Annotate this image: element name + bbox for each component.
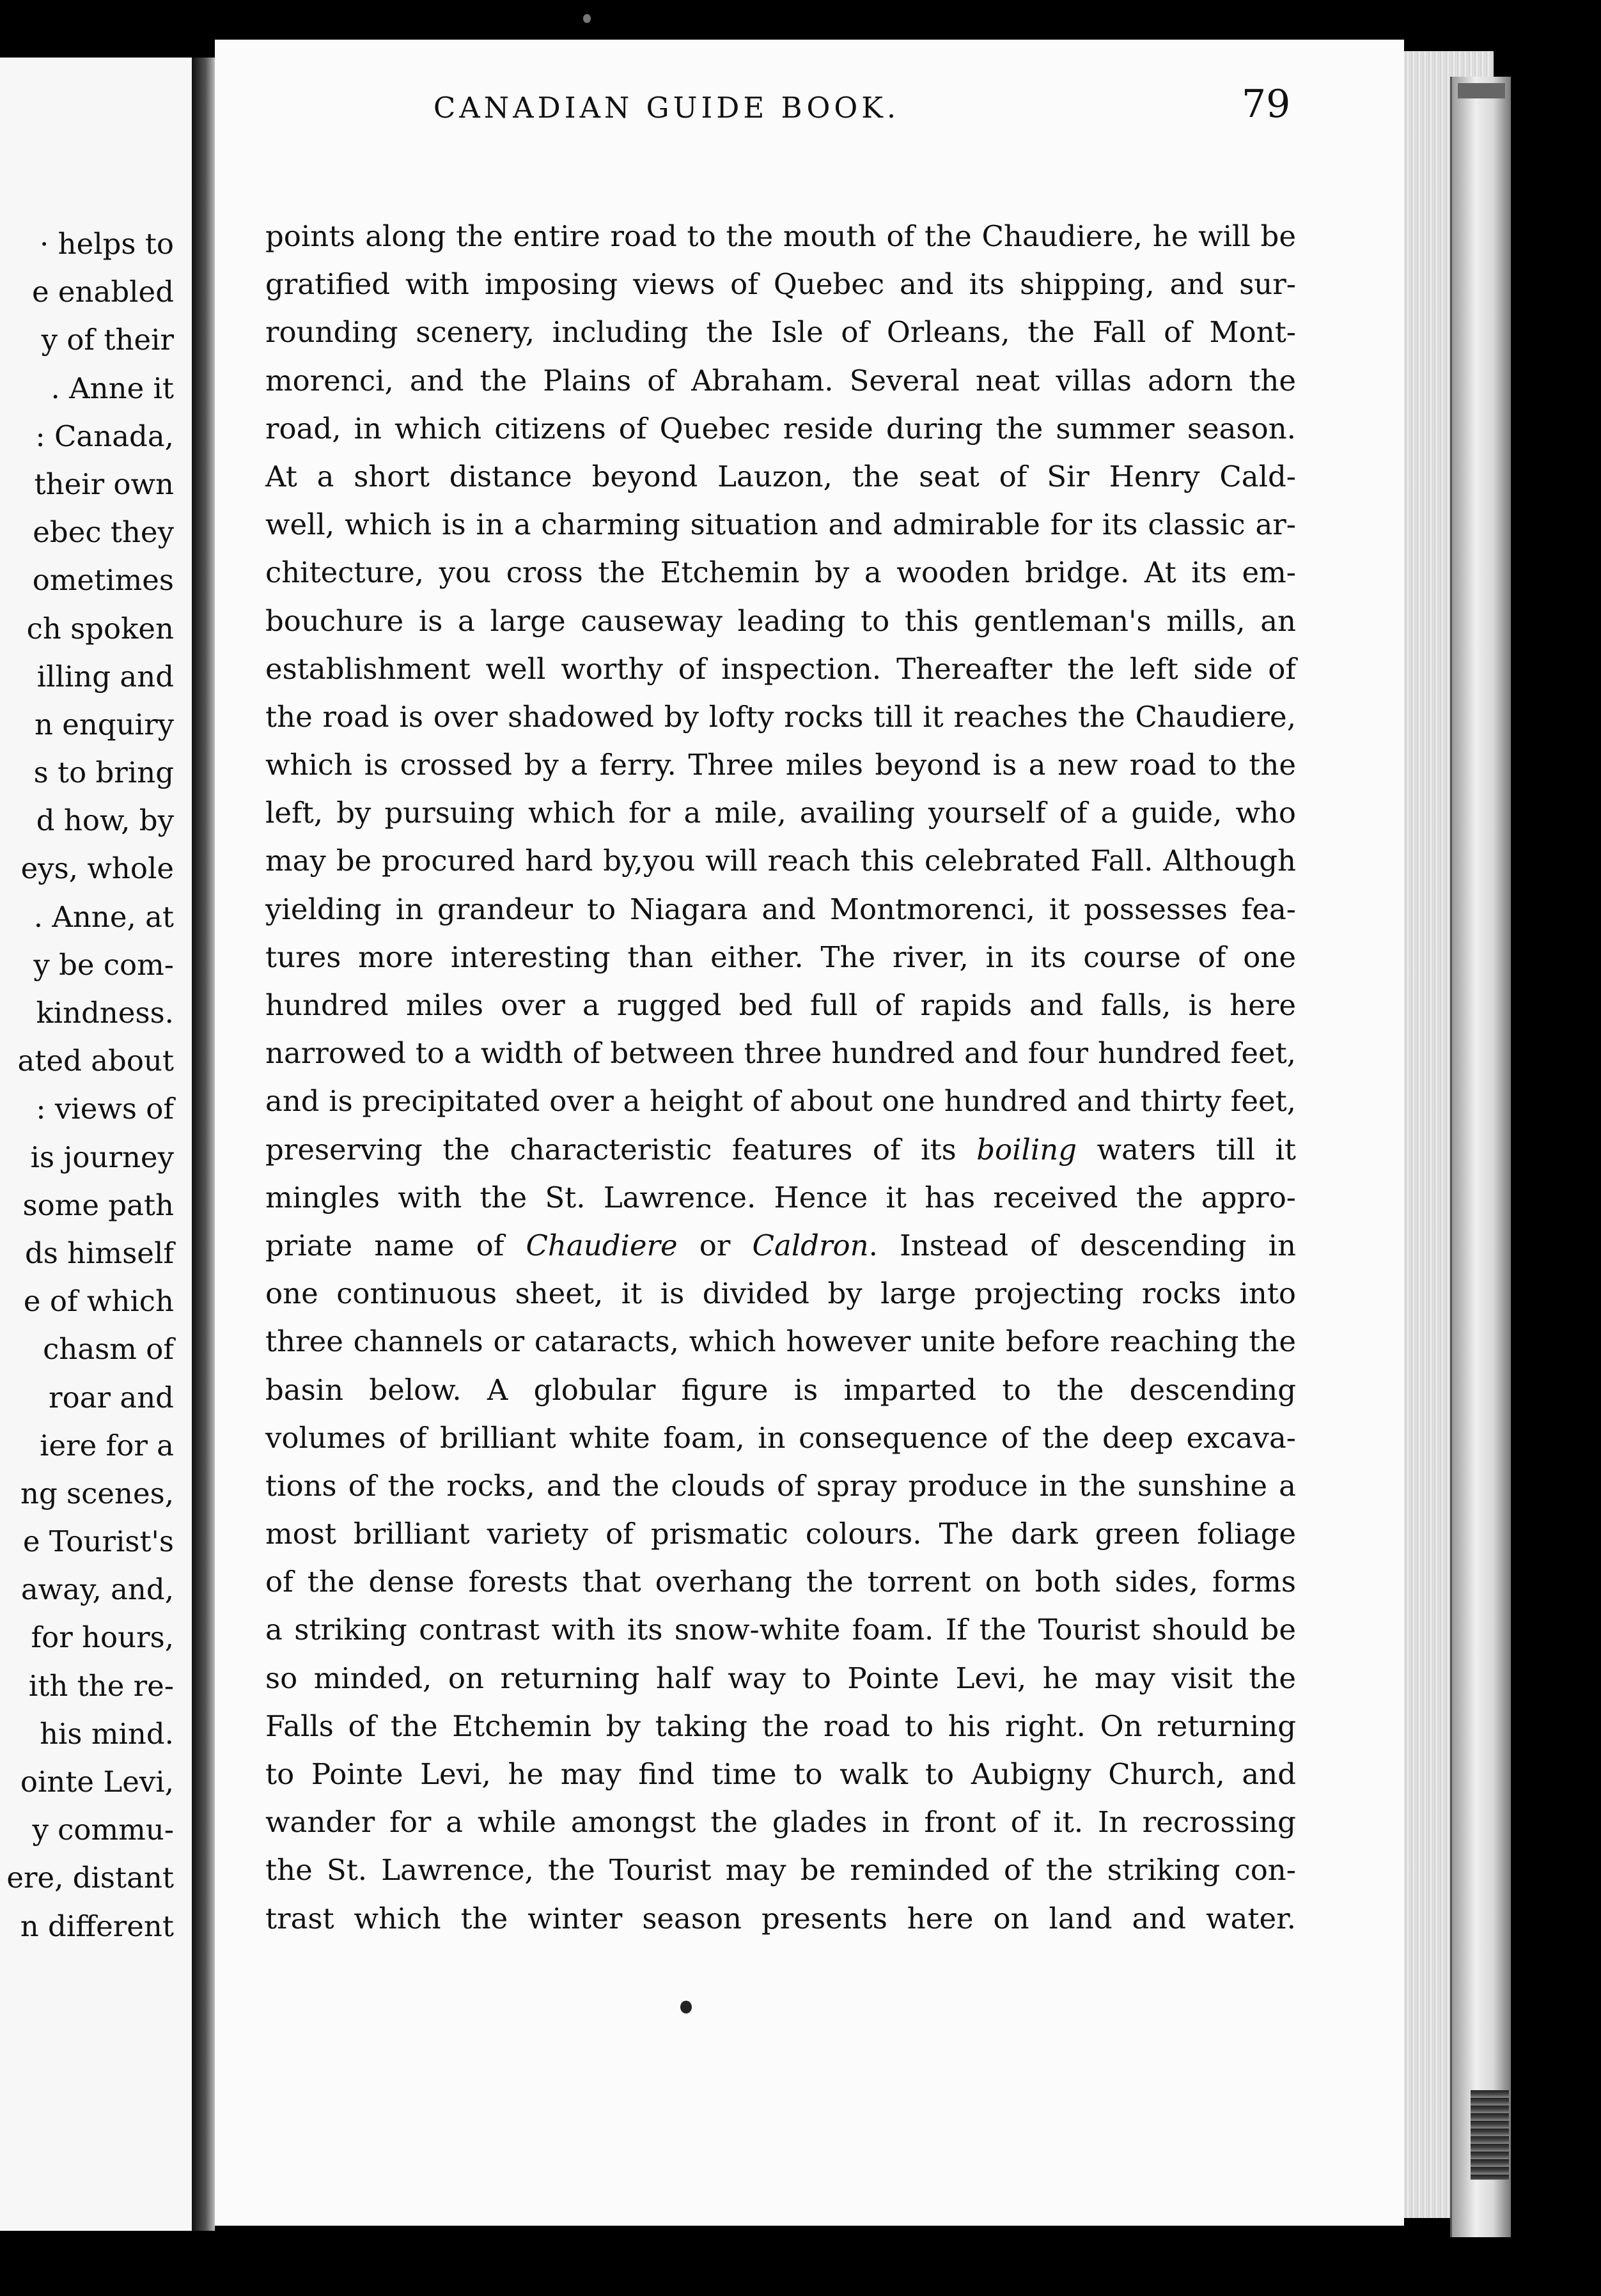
body-line: morenci, and the Plains of Abraham. Several neat villas adorn the <box>265 363 1296 398</box>
binding-clip-bottom <box>1471 2090 1509 2180</box>
body-line: well, which is in a charming situation and admirable for its classic ar- <box>265 508 1296 542</box>
facing-page-line: y commu- <box>32 1813 174 1847</box>
facing-page-line: ebec they <box>33 515 174 550</box>
body-line: tures more interesting than either. The river, in its course of one <box>265 940 1296 974</box>
body-line: the St. Lawrence, the Tourist may be reminded of the striking con- <box>265 1853 1296 1888</box>
facing-page-line: e enabled <box>31 275 174 309</box>
facing-page-line: for hours, <box>31 1620 174 1655</box>
body-line: priate name of Chaudiere or Caldron. Instead of descending in <box>265 1228 1296 1262</box>
body-line: and is precipitated over a height of about one hundred and thirty feet, <box>265 1084 1296 1119</box>
body-line: yielding in grandeur to Niagara and Montmorenci, it possesses fea- <box>265 892 1296 926</box>
facing-page-line: y be com- <box>33 947 174 982</box>
facing-page-line: eys, whole <box>20 851 174 886</box>
body-line: establishment well worthy of inspection. Thereafter the left side of <box>265 651 1296 686</box>
dust-speck <box>583 14 591 23</box>
body-line: hundred miles over a rugged bed full of rapids and falls, is here <box>265 988 1296 1022</box>
facing-page-line: ds himself <box>24 1236 174 1270</box>
body-line: rounding scenery, including the Isle of Orleans, the Fall of Mont- <box>265 315 1296 350</box>
facing-page-line: their own <box>34 467 174 501</box>
book-cover-edge <box>1450 77 1511 2237</box>
facing-page-line: n different <box>20 1909 174 1943</box>
body-line: of the dense forests that overhang the torrent on both sides, forms <box>265 1565 1296 1599</box>
facing-page-line: e of which <box>23 1284 174 1319</box>
body-text <box>265 212 1296 1943</box>
running-head: CANADIAN GUIDE BOOK. <box>433 91 900 125</box>
body-line: gratified with imposing views of Quebec and its shipping, and sur- <box>265 267 1296 302</box>
facing-page-line: roar and <box>49 1380 174 1415</box>
facing-page-line: his mind. <box>40 1716 174 1751</box>
facing-page-line: some path <box>22 1188 174 1222</box>
facing-page-line: ointe Levi, <box>20 1765 174 1799</box>
facing-page-left <box>0 58 196 2231</box>
body-line: trast which the winter season presents here on land and water. <box>265 1901 1296 1935</box>
facing-page-line: : views of <box>36 1092 174 1126</box>
facing-page-text <box>6 220 174 1950</box>
facing-page-line: n enquiry <box>34 707 174 741</box>
facing-page-line: · helps to <box>40 227 174 261</box>
facing-page-line: d how, by <box>36 803 174 838</box>
body-line: three channels or cataracts, which however unite before reaching the <box>265 1324 1296 1359</box>
facing-page-line: . Anne it <box>51 371 174 405</box>
body-line: narrowed to a width of between three hundred and four hundred feet, <box>265 1036 1296 1071</box>
facing-page-line: . Anne, at <box>33 899 174 934</box>
body-line: basin below. A globular figure is imparted to the descending <box>265 1372 1296 1407</box>
facing-page-line: ch spoken <box>26 611 174 646</box>
body-line: one continuous sheet, it is divided by large projecting rocks into <box>265 1276 1296 1311</box>
body-line: road, in which citizens of Quebec reside during the summer season. <box>265 411 1296 446</box>
facing-page-line: s to bring <box>33 756 174 790</box>
body-line: points along the entire road to the mouth of the Chaudiere, he will be <box>265 219 1296 253</box>
facing-page-line: is journey <box>30 1140 174 1174</box>
facing-page-line: ith the re- <box>28 1668 174 1703</box>
facing-page-line: ometimes <box>32 563 174 598</box>
facing-page-line: ng scenes, <box>20 1476 174 1510</box>
body-line: left, by pursuing which for a mile, availing yourself of a guide, who <box>265 796 1296 830</box>
body-line: most brilliant variety of prismatic colours. The dark green foliage <box>265 1517 1296 1551</box>
binding-clip-top <box>1458 83 1505 98</box>
body-line: the road is over shadowed by lofty rocks till it reaches the Chaudiere, <box>265 699 1296 734</box>
facing-page-line: y of their <box>41 323 174 357</box>
body-line: chitecture, you cross the Etchemin by a wooden bridge. At its em- <box>265 555 1296 590</box>
facing-page-line: e Tourist's <box>22 1524 174 1559</box>
printer-mark <box>680 2001 692 2013</box>
facing-page-line: ere, distant <box>6 1861 174 1895</box>
body-line: wander for a while amongst the glades in front of it. In recrossing <box>265 1805 1296 1840</box>
body-line: which is crossed by a ferry. Three miles beyond is a new road to the <box>265 748 1296 782</box>
body-line: preserving the characteristic features of its boiling waters till it <box>265 1132 1296 1167</box>
page-number: 79 <box>1242 82 1291 127</box>
body-line: may be procured hard by,you will reach this celebrated Fall. Although <box>265 844 1296 878</box>
facing-page-line: kindness. <box>36 996 174 1030</box>
facing-page-line: chasm of <box>43 1332 174 1367</box>
facing-page-line: away, and, <box>20 1572 174 1607</box>
body-line: volumes of brilliant white foam, in consequence of the deep excava- <box>265 1420 1296 1455</box>
body-line: bouchure is a large causeway leading to this gentleman's mills, an <box>265 603 1296 638</box>
body-line: At a short distance beyond Lauzon, the seat of Sir Henry Cald- <box>265 459 1296 493</box>
book-gutter <box>192 58 215 2231</box>
body-line: mingles with the St. Lawrence. Hence it has received the appro- <box>265 1180 1296 1214</box>
facing-page-line: illing and <box>36 659 174 694</box>
body-line: to Pointe Levi, he may find time to walk to Aubigny Church, and <box>265 1757 1296 1791</box>
body-line: so minded, on returning half way to Pointe Levi, he may visit the <box>265 1661 1296 1695</box>
facing-page-line: iere for a <box>40 1428 174 1462</box>
facing-page-line: : Canada, <box>35 419 174 453</box>
body-line: Falls of the Etchemin by taking the road to his right. On returning <box>265 1709 1296 1743</box>
facing-page-line: ated about <box>17 1044 174 1078</box>
body-line: a striking contrast with its snow-white foam. If the Tourist should be <box>265 1613 1296 1647</box>
body-line: tions of the rocks, and the clouds of spray produce in the sunshine a <box>265 1468 1296 1503</box>
